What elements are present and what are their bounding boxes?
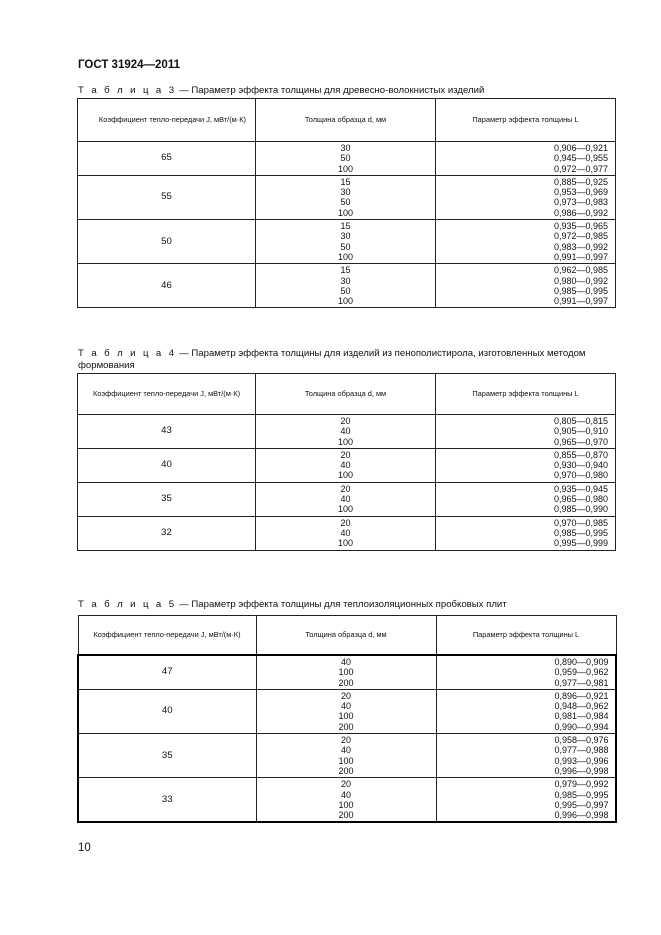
coefficient-cell: 40	[78, 689, 256, 733]
coefficient-cell: 65	[78, 142, 256, 176]
table-5-label: Т а б л и ц а 5	[78, 599, 177, 610]
thickness-value: 30	[340, 187, 351, 198]
page-number: 10	[78, 842, 91, 854]
parameter-range: 0,993—0,996	[554, 755, 609, 766]
thickness-value: 50	[340, 241, 351, 252]
parameter-cell	[436, 415, 616, 449]
parameter-cell	[436, 142, 616, 176]
parameter-range: 0,995—0,999	[554, 538, 609, 549]
table-3-caption	[78, 85, 618, 97]
parameter-range: 0,953—0,969	[554, 187, 609, 198]
thickness-value: 20	[340, 416, 351, 426]
thickness-cell	[256, 516, 436, 550]
thickness-value: 40	[340, 460, 351, 471]
table-3-label: Т а б л и ц а 3	[78, 85, 177, 96]
thickness-value: 200	[338, 677, 354, 688]
thickness-value: 100	[338, 799, 354, 810]
table-row	[78, 482, 616, 516]
table-row	[78, 142, 616, 176]
table-row	[78, 655, 616, 689]
thickness-value: 100	[338, 667, 354, 678]
thickness-cell	[256, 142, 436, 176]
parameter-range: 0,945—0,955	[554, 153, 609, 164]
header-parameter: Параметр эффекта толщины L	[436, 374, 616, 415]
coefficient-cell: 40	[78, 448, 256, 482]
thickness-value: 100	[338, 711, 354, 722]
parameter-cell	[436, 175, 616, 219]
coefficient-cell: 35	[78, 482, 256, 516]
thickness-value: 15	[340, 221, 351, 232]
parameter-range: 0,959—0,962	[554, 667, 609, 678]
table-row	[78, 264, 616, 308]
parameter-range: 0,985—0,995	[554, 527, 609, 538]
parameter-range: 0,972—0,985	[554, 231, 609, 242]
thickness-value: 100	[338, 755, 354, 766]
parameter-range: 0,985—0,990	[554, 504, 609, 515]
parameter-range: 0,948—0,962	[554, 701, 609, 712]
table-row	[78, 415, 616, 449]
thickness-value: 40	[340, 527, 351, 538]
parameter-cell	[436, 778, 616, 823]
table-row	[78, 220, 616, 264]
parameter-range: 0,996—0,998	[554, 810, 609, 821]
coefficient-cell: 47	[78, 655, 256, 689]
thickness-cell	[256, 220, 436, 264]
parameter-range: 0,991—0,997	[554, 251, 609, 262]
parameter-range: 0,930—0,940	[554, 460, 609, 471]
parameter-range: 0,990—0,994	[554, 721, 609, 732]
parameter-range: 0,965—0,970	[554, 436, 609, 447]
parameter-range: 0,805—0,815	[554, 416, 609, 426]
parameter-range: 0,958—0,976	[554, 735, 609, 746]
parameter-range: 0,996—0,998	[554, 765, 609, 776]
thickness-cell	[256, 734, 436, 778]
thickness-cell	[256, 778, 436, 823]
thickness-value: 30	[340, 275, 351, 286]
coefficient-cell: 50	[78, 220, 256, 264]
coefficient-cell: 32	[78, 516, 256, 550]
table-5-caption	[78, 599, 618, 611]
parameter-range: 0,896—0,921	[554, 690, 609, 701]
document-header: ГОСТ 31924—2011	[78, 59, 180, 71]
coefficient-cell: 43	[78, 415, 256, 449]
thickness-value: 100	[337, 538, 354, 549]
thickness-value: 30	[340, 231, 351, 242]
thickness-cell	[256, 482, 436, 516]
parameter-range: 0,973—0,983	[554, 197, 609, 208]
parameter-range: 0,962—0,985	[554, 265, 609, 276]
parameter-range: 0,972—0,977	[554, 163, 609, 174]
parameter-cell	[436, 734, 616, 778]
parameter-range: 0,986—0,992	[554, 207, 609, 218]
parameter-range: 0,890—0,909	[554, 657, 609, 667]
thickness-value: 40	[340, 789, 351, 800]
table-row	[78, 448, 616, 482]
coefficient-cell: 35	[78, 734, 256, 778]
table-4-caption	[78, 348, 618, 372]
thickness-cell	[256, 448, 436, 482]
parameter-range: 0,905—0,910	[554, 426, 609, 437]
parameter-range: 0,991—0,997	[554, 296, 609, 307]
parameter-cell	[436, 482, 616, 516]
header-thickness: Толщина образца d, мм	[256, 99, 436, 142]
thickness-value: 100	[337, 163, 354, 174]
header-coefficient: Коэффициент тепло-передачи J, мВт/(м·К)	[78, 616, 256, 656]
coefficient-cell: 33	[78, 778, 256, 823]
header-coefficient: Коэффициент тепло-передачи J, мВт/(м·К)	[78, 374, 256, 415]
thickness-value: 50	[340, 197, 351, 208]
parameter-cell	[436, 689, 616, 733]
parameter-range: 0,935—0,945	[554, 483, 609, 494]
parameter-range: 0,983—0,992	[554, 241, 609, 252]
parameter-range: 0,855—0,870	[554, 449, 609, 460]
thickness-value: 200	[338, 810, 354, 821]
thickness-value: 50	[340, 153, 351, 164]
thickness-value: 50	[340, 285, 351, 296]
thickness-value: 20	[340, 690, 351, 701]
thickness-value: 40	[340, 657, 351, 667]
thickness-cell	[256, 689, 436, 733]
parameter-cell	[436, 448, 616, 482]
parameter-range: 0,985—0,995	[554, 789, 609, 800]
table-row	[78, 734, 616, 778]
thickness-value: 40	[340, 426, 351, 437]
parameter-cell	[436, 220, 616, 264]
thickness-value: 40	[340, 494, 351, 505]
header-parameter: Параметр эффекта толщины L	[436, 616, 616, 656]
parameter-range: 0,906—0,921	[554, 143, 609, 153]
thickness-value: 20	[340, 517, 351, 528]
thickness-value: 15	[340, 265, 351, 276]
thickness-value: 100	[337, 296, 354, 307]
thickness-value: 100	[337, 207, 354, 218]
thickness-value: 20	[340, 449, 351, 460]
thickness-value: 15	[340, 176, 351, 187]
thickness-value: 200	[338, 765, 354, 776]
thickness-value: 40	[340, 701, 351, 712]
thickness-cell	[256, 264, 436, 308]
table-4-title: — Параметр эффекта толщины для изделий из пенополистирола, изготовленных методом формования	[78, 348, 586, 371]
table-row	[78, 175, 616, 219]
thickness-value: 20	[340, 483, 351, 494]
thickness-value: 100	[337, 436, 354, 447]
parameter-cell	[436, 516, 616, 550]
thickness-value: 20	[340, 779, 351, 790]
header-thickness: Толщина образца d, мм	[256, 374, 436, 415]
thickness-cell	[256, 655, 436, 689]
thickness-cell	[256, 415, 436, 449]
table-row	[78, 516, 616, 550]
parameter-range: 0,979—0,992	[554, 779, 609, 790]
thickness-value: 100	[337, 470, 354, 481]
header-thickness: Толщина образца d, мм	[256, 616, 436, 656]
thickness-value: 100	[337, 504, 354, 515]
parameter-range: 0,980—0,992	[554, 275, 609, 286]
thickness-cell	[256, 175, 436, 219]
thickness-value: 30	[340, 143, 351, 153]
header-coefficient: Коэффициент тепло-передачи J, мВт/(м·К)	[78, 99, 256, 142]
parameter-range: 0,977—0,988	[554, 745, 609, 756]
table-4-label: Т а б л и ц а 4	[78, 348, 177, 359]
coefficient-cell: 46	[78, 264, 256, 308]
parameter-range: 0,965—0,980	[554, 494, 609, 505]
thickness-value: 100	[337, 251, 354, 262]
parameter-range: 0,935—0,965	[554, 221, 609, 232]
parameter-range: 0,981—0,984	[554, 711, 609, 722]
parameter-range: 0,970—0,980	[554, 470, 609, 481]
thickness-value: 200	[338, 721, 354, 732]
coefficient-cell: 55	[78, 175, 256, 219]
table-3-title: — Параметр эффекта толщины для древесно-волокнистых изделий	[176, 85, 485, 96]
parameter-cell	[436, 655, 616, 689]
parameter-cell	[436, 264, 616, 308]
parameter-range: 0,985—0,995	[554, 285, 609, 296]
parameter-range: 0,995—0,997	[554, 799, 609, 810]
parameter-range: 0,977—0,981	[554, 677, 609, 688]
table-row	[78, 778, 616, 823]
table-5	[77, 615, 617, 823]
table-4	[77, 373, 616, 551]
thickness-value: 20	[340, 735, 351, 746]
parameter-range: 0,970—0,985	[554, 517, 609, 528]
header-parameter: Параметр эффекта толщины L	[436, 99, 616, 142]
table-3	[77, 98, 616, 308]
thickness-value: 40	[340, 745, 351, 756]
table-row	[78, 689, 616, 733]
parameter-range: 0,885—0,925	[554, 176, 609, 187]
table-5-title: — Параметр эффекта толщины для теплоизоляционных пробковых плит	[176, 599, 507, 610]
